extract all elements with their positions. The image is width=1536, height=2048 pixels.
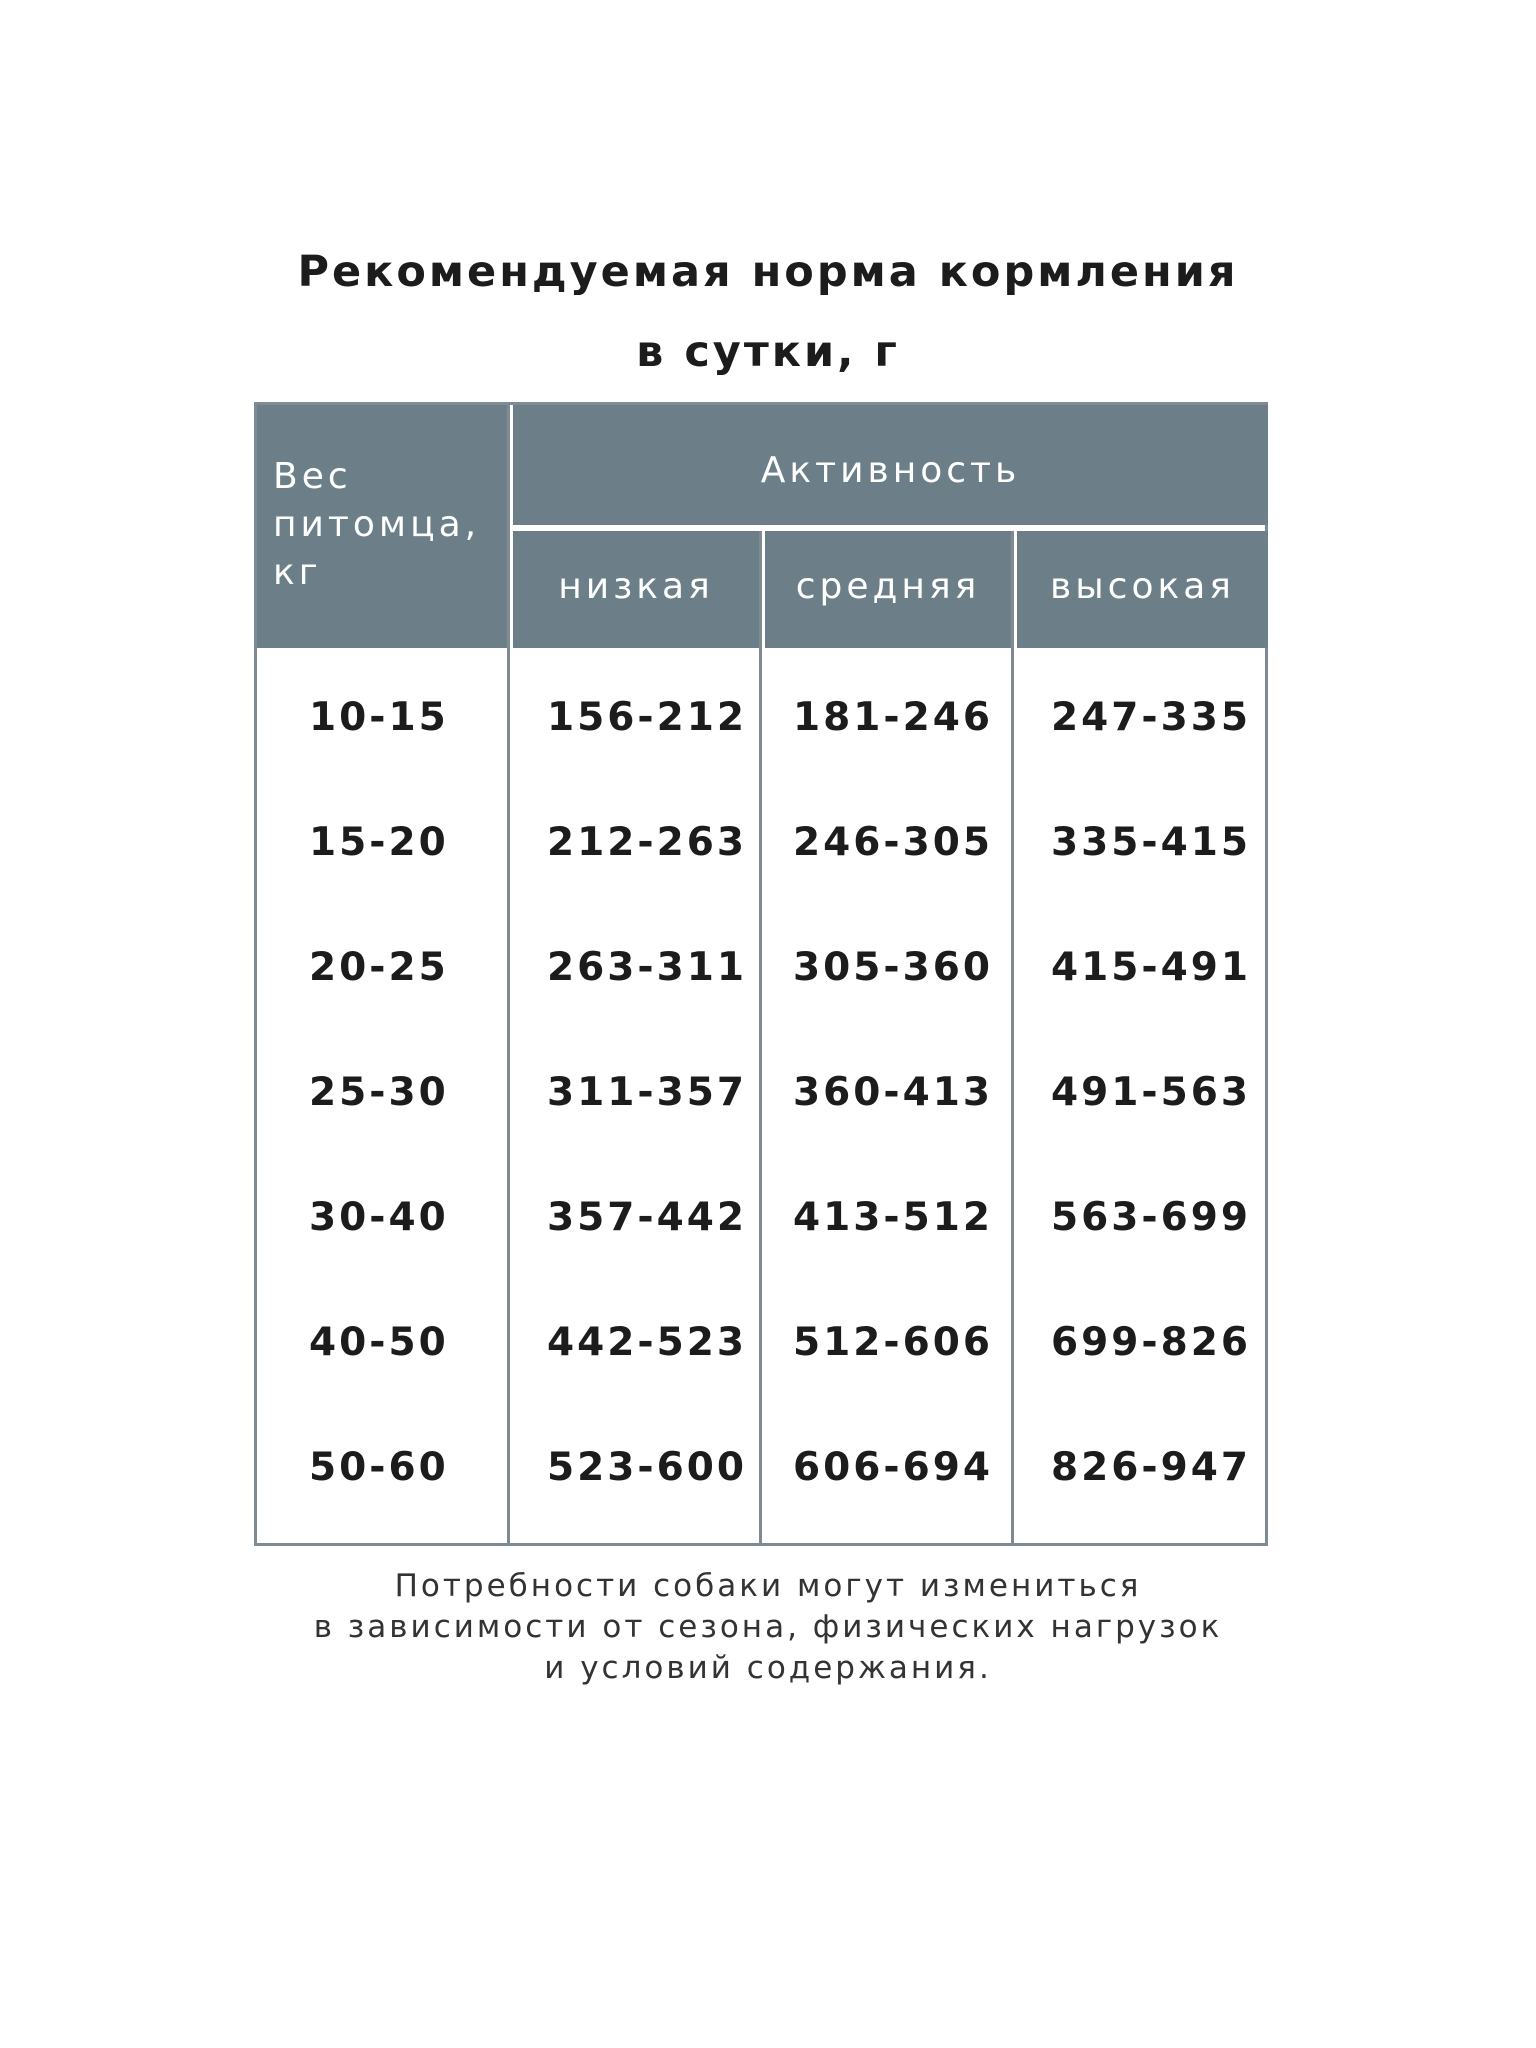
title-line-1: Рекомендуемая норма кормления xyxy=(297,247,1239,297)
weight-cell: 15-20 xyxy=(309,820,449,865)
table-row xyxy=(257,1280,1268,1405)
medium-activity-cell: 606-694 xyxy=(793,1445,994,1490)
medium-activity-cell: 246-305 xyxy=(793,820,994,865)
activity-header: Активность xyxy=(513,405,1268,525)
activity-low-header: низкая xyxy=(513,531,759,648)
weight-header-line-2: питомца, xyxy=(273,504,481,545)
activity-medium-header: средняя xyxy=(765,531,1011,648)
table-row xyxy=(257,655,1268,780)
medium-activity-cell: 413-512 xyxy=(793,1195,994,1240)
page-title xyxy=(0,232,1536,392)
footnote-line-2: в зависимости от сезона, физических нагрузок xyxy=(313,1609,1223,1645)
low-activity-cell: 357-442 xyxy=(547,1195,748,1240)
medium-activity-cell: 360-413 xyxy=(793,1070,994,1115)
weight-cell: 25-30 xyxy=(309,1070,449,1115)
table-row xyxy=(257,905,1268,1030)
footnote xyxy=(0,1566,1536,1689)
low-activity-cell: 212-263 xyxy=(547,820,748,865)
medium-activity-cell: 181-246 xyxy=(793,695,994,740)
medium-activity-cell: 512-606 xyxy=(793,1320,994,1365)
table-row xyxy=(257,1405,1268,1530)
weight-cell: 50-60 xyxy=(309,1445,449,1490)
weight-column-header xyxy=(257,405,507,648)
activity-high-header: высокая xyxy=(1017,531,1268,648)
title-line-2: в сутки, г xyxy=(636,327,900,377)
low-activity-cell: 263-311 xyxy=(547,945,748,990)
high-activity-cell: 826-947 xyxy=(1051,1445,1252,1490)
high-activity-cell: 335-415 xyxy=(1051,820,1252,865)
weight-cell: 10-15 xyxy=(309,695,449,740)
table-row xyxy=(257,780,1268,905)
weight-cell: 20-25 xyxy=(309,945,449,990)
high-activity-cell: 699-826 xyxy=(1051,1320,1252,1365)
low-activity-cell: 311-357 xyxy=(547,1070,748,1115)
low-activity-cell: 156-212 xyxy=(547,695,748,740)
high-activity-cell: 415-491 xyxy=(1051,945,1252,990)
low-activity-cell: 523-600 xyxy=(547,1445,748,1490)
low-activity-cell: 442-523 xyxy=(547,1320,748,1365)
weight-cell: 40-50 xyxy=(309,1320,449,1365)
high-activity-cell: 247-335 xyxy=(1051,695,1252,740)
weight-cell: 30-40 xyxy=(309,1195,449,1240)
medium-activity-cell: 305-360 xyxy=(793,945,994,990)
weight-header-line-1: Вес xyxy=(273,456,352,497)
footnote-line-3: и условий содержания. xyxy=(544,1650,992,1686)
high-activity-cell: 491-563 xyxy=(1051,1070,1252,1115)
table-row xyxy=(257,1155,1268,1280)
weight-header-line-3: кг xyxy=(273,552,322,593)
feeding-table xyxy=(254,402,1268,1546)
table-row xyxy=(257,1030,1268,1155)
footnote-line-1: Потребности собаки могут измениться xyxy=(394,1568,1142,1604)
high-activity-cell: 563-699 xyxy=(1051,1195,1252,1240)
